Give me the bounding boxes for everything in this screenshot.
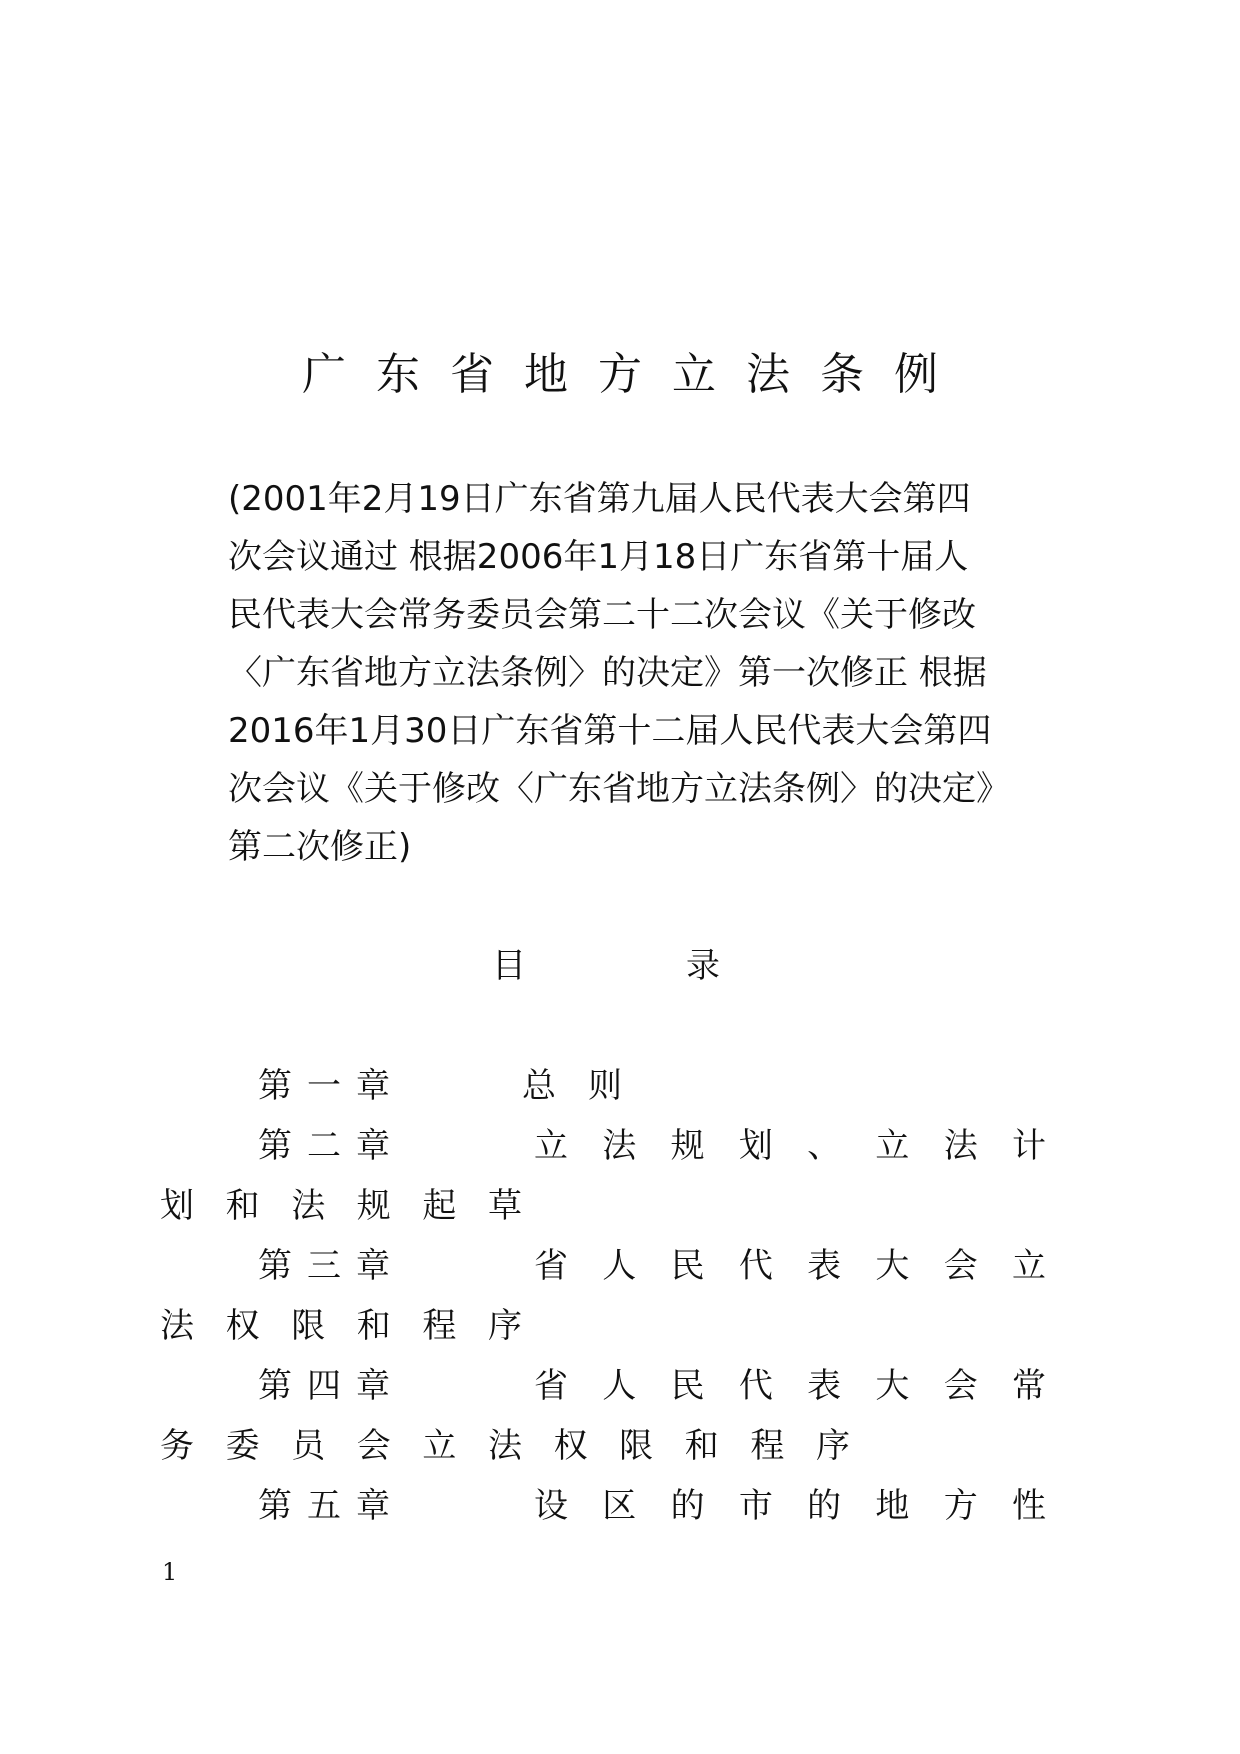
toc-chapter-2-title-line2: 划 和 法 规 起 草 [160, 1186, 522, 1226]
page-number: 1 [162, 1558, 178, 1586]
toc-chapter-2-number: 第 二 章 [258, 1126, 390, 1166]
toc-chapter-3-title-line1: 省 人 民 代 表 大 会 立 [534, 1246, 1046, 1286]
document-title: 广东省地方立法条例 [302, 349, 968, 400]
toc-chapter-2-title-line1: 立 法 规 划 、 立 法 计 [534, 1126, 1046, 1166]
preamble-line-3: 民代表大会常务委员会第二十二次会议《关于修改 [228, 595, 976, 635]
toc-heading-right: 录 [686, 946, 720, 986]
toc-chapter-3-number: 第 三 章 [258, 1246, 390, 1286]
toc-heading-left: 目 [492, 946, 526, 986]
toc-chapter-3-title-line2: 法 权 限 和 程 序 [160, 1306, 522, 1346]
toc-chapter-4-title-line1: 省 人 民 代 表 大 会 常 [534, 1366, 1046, 1406]
toc-chapter-1-title: 总 则 [522, 1066, 622, 1106]
toc-chapter-5-title-line1: 设 区 的 市 的 地 方 性 [534, 1486, 1046, 1526]
preamble-line-2: 次会议通过 根据2006年1月18日广东省第十届人 [228, 537, 969, 577]
preamble-line-5: 2016年1月30日广东省第十二届人民代表大会第四 [228, 711, 992, 751]
toc-chapter-5-number: 第 五 章 [258, 1486, 390, 1526]
toc-chapter-1-number: 第 一 章 [258, 1066, 390, 1106]
preamble-line-6: 次会议《关于修改〈广东省地方立法条例〉的决定》 [228, 769, 1010, 809]
toc-chapter-4-number: 第 四 章 [258, 1366, 390, 1406]
preamble-line-1: (2001年2月19日广东省第九届人民代表大会第四 [228, 479, 971, 519]
toc-chapter-4-title-line2: 务 委 员 会 立 法 权 限 和 程 序 [160, 1426, 850, 1466]
preamble-line-4: 〈广东省地方立法条例〉的决定》第一次修正 根据 [228, 653, 987, 693]
preamble-line-7: 第二次修正) [228, 827, 412, 867]
